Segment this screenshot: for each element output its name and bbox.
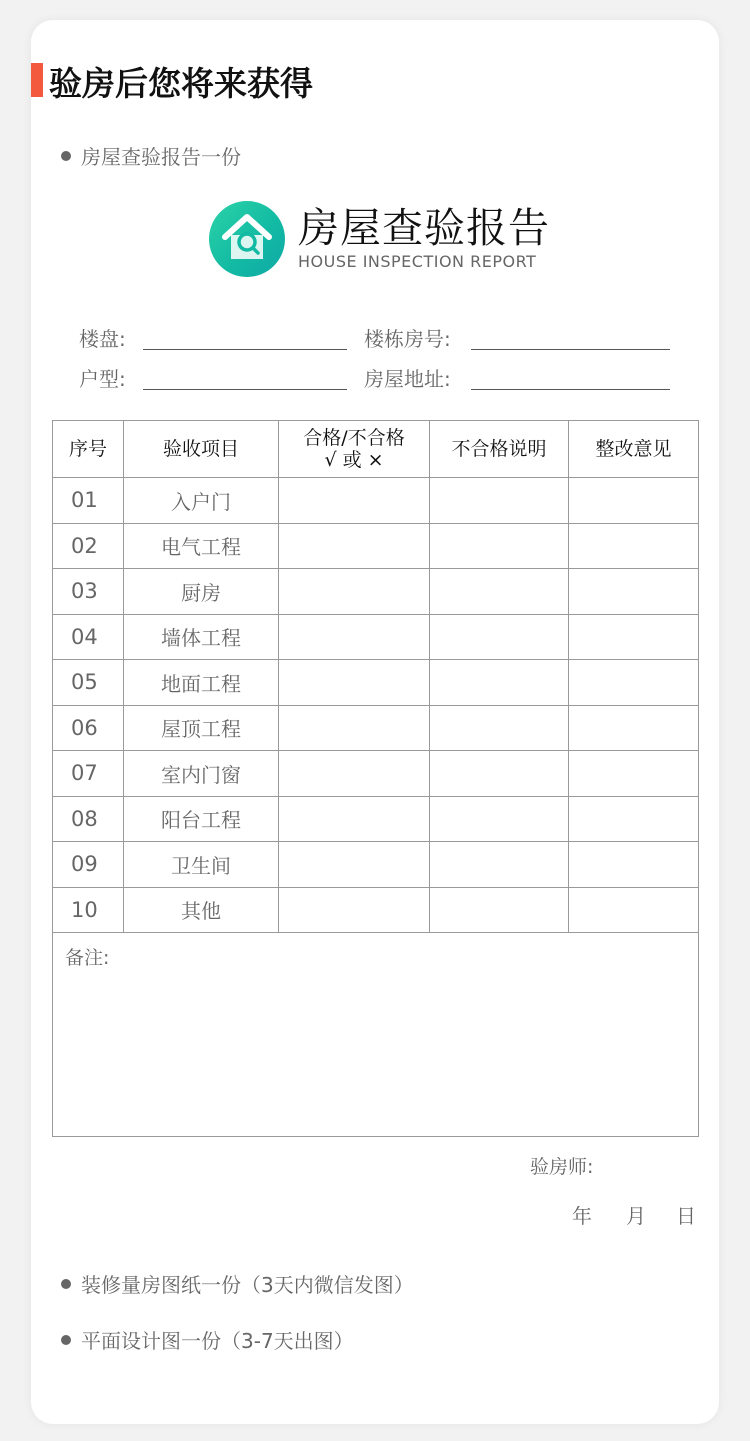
date-year-label: 年	[572, 1204, 592, 1228]
report-subtitle: HOUSE INSPECTION REPORT	[298, 252, 537, 271]
remarks-cell: 备注:	[53, 933, 699, 1137]
row-number: 04	[53, 614, 124, 660]
table-row	[53, 751, 699, 797]
table-row	[53, 842, 699, 888]
layout-field-line	[143, 389, 347, 390]
row-number: 03	[53, 569, 124, 615]
layout-label: 户型:	[79, 367, 126, 391]
advice-cell	[569, 842, 699, 888]
fail-note-cell	[430, 887, 569, 933]
bullet-item	[61, 1325, 354, 1354]
building-room-label: 楼栋房号:	[364, 327, 451, 351]
header-index: 序号	[53, 421, 124, 478]
table-row	[53, 523, 699, 569]
address-label: 房屋地址:	[364, 367, 451, 391]
bullet-dot-icon	[61, 1335, 71, 1345]
row-item: 阳台工程	[124, 796, 279, 842]
row-item: 其他	[124, 887, 279, 933]
header-item: 验收项目	[124, 421, 279, 478]
fail-note-cell	[430, 842, 569, 888]
row-item: 卫生间	[124, 842, 279, 888]
building-room-field-line	[471, 349, 670, 350]
header-pass	[279, 421, 430, 478]
row-number: 08	[53, 796, 124, 842]
inspection-table	[52, 420, 699, 1137]
row-number: 09	[53, 842, 124, 888]
table-row	[53, 705, 699, 751]
bullet-text: 房屋查验报告一份	[81, 145, 241, 169]
table-header-row	[53, 421, 699, 478]
bullet-item	[61, 1269, 414, 1298]
fail-note-cell	[430, 796, 569, 842]
date-month-label: 月	[626, 1204, 646, 1228]
section-title: 验房后您将来获得	[49, 64, 313, 103]
estate-label: 楼盘:	[79, 327, 126, 351]
advice-cell	[569, 660, 699, 706]
row-item: 厨房	[124, 569, 279, 615]
row-item: 电气工程	[124, 523, 279, 569]
row-number: 01	[53, 478, 124, 524]
row-number: 07	[53, 751, 124, 797]
header-fail-note: 不合格说明	[430, 421, 569, 478]
pass-cell	[279, 569, 430, 615]
table-row	[53, 569, 699, 615]
info-row-1	[79, 323, 679, 353]
report-title: 房屋查验报告	[298, 204, 550, 252]
table-row	[53, 660, 699, 706]
table-row	[53, 478, 699, 524]
fail-note-cell	[430, 751, 569, 797]
inspector-label: 验房师:	[530, 1156, 594, 1178]
pass-cell	[279, 751, 430, 797]
house-search-icon	[209, 201, 285, 277]
row-number: 05	[53, 660, 124, 706]
row-item: 墙体工程	[124, 614, 279, 660]
advice-cell	[569, 523, 699, 569]
bullet-text: 平面设计图一份（3-7天出图）	[81, 1329, 354, 1353]
fail-note-cell	[430, 523, 569, 569]
date-day-label: 日	[676, 1204, 696, 1228]
pass-cell	[279, 478, 430, 524]
pass-cell	[279, 887, 430, 933]
pass-cell	[279, 614, 430, 660]
advice-cell	[569, 796, 699, 842]
header-pass-line1: 合格/不合格	[303, 427, 405, 449]
advice-cell	[569, 887, 699, 933]
address-field-line	[471, 389, 670, 390]
title-accent-bar	[31, 63, 43, 97]
fail-note-cell	[430, 614, 569, 660]
bullet-dot-icon	[61, 1279, 71, 1289]
pass-cell	[279, 660, 430, 706]
row-item: 室内门窗	[124, 751, 279, 797]
fail-note-cell	[430, 705, 569, 751]
fail-note-cell	[430, 478, 569, 524]
fail-note-cell	[430, 569, 569, 615]
table-row	[53, 887, 699, 933]
bullet-dot-icon	[61, 151, 71, 161]
bullet-text: 装修量房图纸一份（3天内微信发图）	[81, 1273, 414, 1297]
table-row	[53, 614, 699, 660]
info-row-2	[79, 363, 679, 393]
row-item: 屋顶工程	[124, 705, 279, 751]
row-number: 06	[53, 705, 124, 751]
pass-cell	[279, 796, 430, 842]
row-number: 10	[53, 887, 124, 933]
advice-cell	[569, 614, 699, 660]
benefits-card	[31, 20, 719, 1424]
advice-cell	[569, 705, 699, 751]
row-number: 02	[53, 523, 124, 569]
header-advice: 整改意见	[569, 421, 699, 478]
report-header	[209, 200, 550, 278]
estate-field-line	[143, 349, 347, 350]
advice-cell	[569, 569, 699, 615]
row-item: 入户门	[124, 478, 279, 524]
pass-cell	[279, 705, 430, 751]
pass-cell	[279, 523, 430, 569]
row-item: 地面工程	[124, 660, 279, 706]
advice-cell	[569, 478, 699, 524]
bullet-item	[61, 141, 241, 170]
fail-note-cell	[430, 660, 569, 706]
advice-cell	[569, 751, 699, 797]
table-row	[53, 796, 699, 842]
pass-cell	[279, 842, 430, 888]
remarks-row	[53, 933, 699, 1137]
header-pass-line2: √ 或 ×	[324, 449, 384, 471]
